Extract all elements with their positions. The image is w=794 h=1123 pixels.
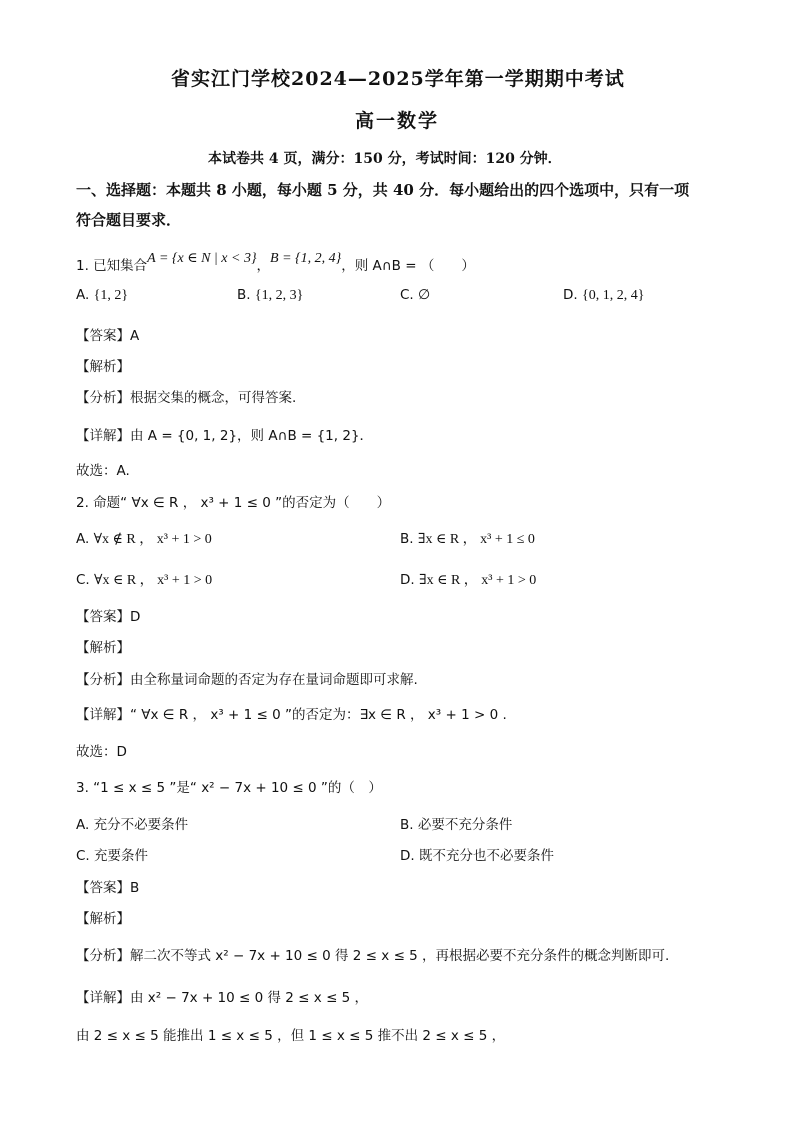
q3-answer: 【答案】B [76,880,140,896]
option-text: ∅ [418,288,431,303]
option-text: {0, 1, 2, 4} [581,288,645,303]
q1-option-b [237,287,303,304]
option-letter: B. [400,817,414,833]
q1-detail: 【详解】由 A = {0, 1, 2}，则 A∩B = {1, 2}． [76,428,374,444]
section-heading-line1: 一、选择题：本题共 8 小题，每小题 5 分，共 40 分．每小题给出的四个选项中，只有一项 [76,181,690,199]
q2-fenxi: 【分析】由全称量词命题的否定为存在量词命题即可求解. [76,672,418,688]
q2-choose: 故选：D [76,744,127,760]
option-letter: D. [400,848,415,864]
option-text: 充分不必要条件 [93,817,189,833]
q1-stem-suffix: ，则 A∩B = （ ） [341,258,475,274]
q2-analysis-label: 【解析】 [76,640,130,656]
q3-option-d [400,844,554,864]
q1-fenxi: 【分析】根据交集的概念，可得答案. [76,390,297,406]
q2-option-a [76,528,212,548]
q3-detail: 【详解】由 x² − 7x + 10 ≤ 0 得 2 ≤ x ≤ 5 ， [76,990,369,1006]
exam-subject: 高一数学 [355,110,440,132]
q3-option-b [400,813,512,833]
q1-option-d [563,287,644,304]
option-letter: D. [563,287,578,303]
q1-stem-prefix: 1. 已知集合 [76,258,148,274]
option-letter: B. [400,531,414,547]
q1-stem [76,251,475,275]
option-text: {1, 2, 3} [254,288,304,303]
option-letter: C. [76,572,90,588]
option-letter: C. [400,287,414,303]
q2-option-b [400,528,535,548]
q3-analysis-label: 【解析】 [76,911,130,927]
option-text: ∃x ∈ R ， x³ + 1 > 0 [418,573,537,588]
exam-title: 省实江门学校2024—2025学年第一学期期中考试 [171,68,625,90]
q1-choose: 故选：A. [76,463,130,479]
q1-option-c [400,287,430,304]
option-text: 既不充分也不必要条件 [418,848,554,864]
q1-answer: 【答案】A [76,328,140,344]
q3-option-a [76,813,188,833]
q1-comma: ， [256,258,271,274]
q2-detail: 【详解】“ ∀x ∈ R ， x³ + 1 ≤ 0 ”的否定为：∃x ∈ R ， x³ + 1 > 0 . [76,707,507,723]
option-letter: C. [76,848,90,864]
option-text: {1, 2} [93,288,129,303]
q3-line-last: 由 2 ≤ x ≤ 5 能推出 1 ≤ x ≤ 5 ，但 1 ≤ x ≤ 5 推不出 2 ≤ x ≤ 5 ， [76,1028,506,1044]
option-text: 必要不充分条件 [417,817,513,833]
option-letter: A. [76,531,90,547]
q2-answer: 【答案】D [76,609,141,625]
q1-set-a: A = {x ∈ N | x < 3} [147,251,257,266]
q2-option-d [400,569,536,589]
option-text: 充要条件 [94,848,149,864]
q1-analysis-label: 【解析】 [76,359,130,375]
q2-option-c [76,569,212,589]
option-text: ∃x ∈ R ， x³ + 1 ≤ 0 [417,532,535,547]
q3-option-c [76,844,148,864]
option-text: ∀x ∈ R ， x³ + 1 > 0 [94,573,213,588]
option-letter: A. [76,287,90,303]
option-letter: D. [400,572,415,588]
section-heading-line2: 符合题目要求． [76,211,182,229]
q2-stem: 2. 命题“ ∀x ∈ R ， x³ + 1 ≤ 0 ”的否定为（ ） [76,495,391,511]
q3-fenxi: 【分析】解二次不等式 x² − 7x + 10 ≤ 0 得 2 ≤ x ≤ 5 ，再根据必要不充分条件的概念判断即可. [76,948,670,964]
exam-info: 本试卷共 4 页，满分：150 分，考试时间：120 分钟． [208,151,562,167]
option-letter: A. [76,817,90,833]
option-letter: B. [237,287,251,303]
q1-option-a [76,287,128,304]
q3-stem: 3. “1 ≤ x ≤ 5 ”是“ x² − 7x + 10 ≤ 0 ”的（ ） [76,780,382,796]
option-text: ∀x ∉ R ， x³ + 1 > 0 [93,532,212,547]
q1-set-b: B = {1, 2, 4} [270,251,342,266]
